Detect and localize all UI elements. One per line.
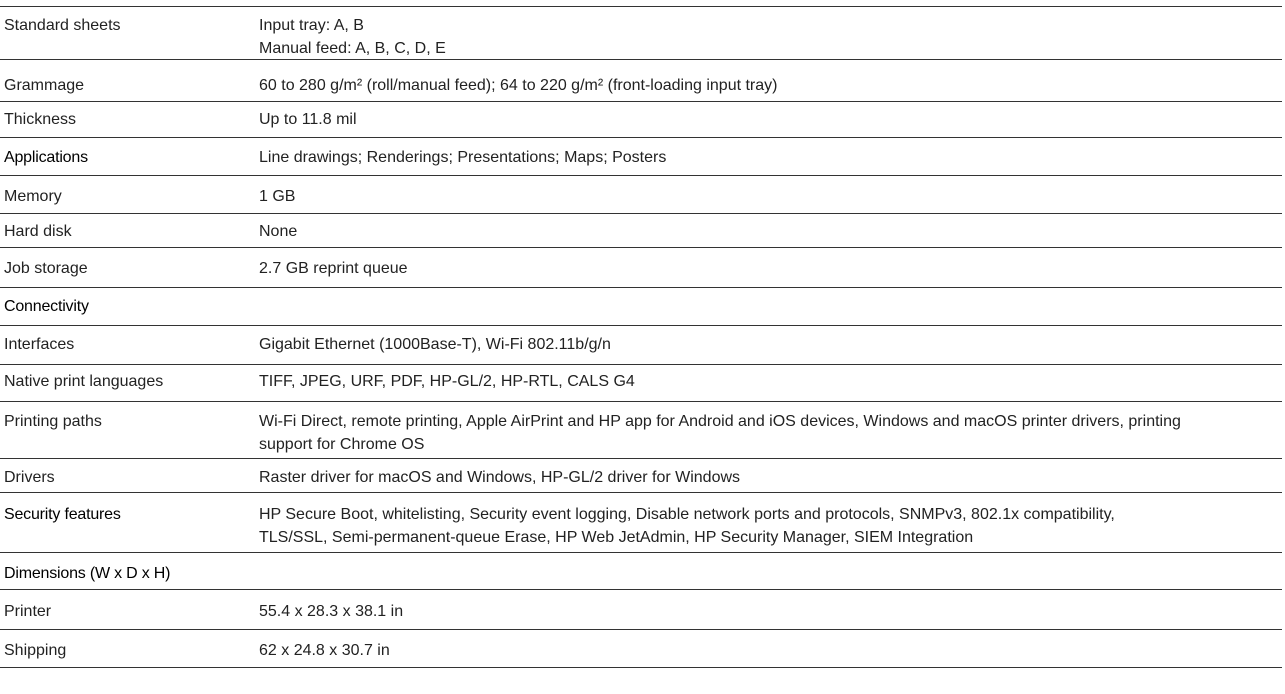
spec-label: Shipping [4,642,67,659]
spec-row-grammage [0,60,1282,102]
spec-value-line: 60 to 280 g/m² (roll/manual feed); 64 to 220 g/m² (front-loading input tray) [259,77,778,94]
spec-row-shipping [0,630,1282,668]
spec-row-native-print-languages [0,365,1282,402]
spec-value-line: TLS/SSL, Semi-permanent-queue Erase, HP Web JetAdmin, HP Security Manager, SIEM Integration [259,529,974,546]
spec-value [255,503,1282,549]
spec-label: Security features [4,506,121,523]
spec-label: Standard sheets [4,17,121,34]
spec-label: Job storage [4,260,88,277]
spec-row-hard-disk [0,214,1282,248]
spec-row-printing-paths [0,402,1282,459]
spec-row-printer [0,590,1282,630]
spec-value-line: 1 GB [259,188,296,205]
spec-section-connectivity [0,288,1282,326]
spec-label: Drivers [4,469,55,486]
spec-value-line: Raster driver for macOS and Windows, HP-GL/2 driver for Windows [259,469,741,486]
spec-row-applications [0,138,1282,176]
spec-value-line: 2.7 GB reprint queue [259,260,408,277]
spec-label: Applications [4,149,88,166]
spec-value-line: None [259,223,298,240]
spec-label: Interfaces [4,336,75,353]
section-heading: Dimensions (W x D x H) [4,565,171,582]
spec-section-dimensions [0,553,1282,590]
spec-value-line: Wi-Fi Direct, remote printing, Apple AirPrint and HP app for Android and iOS devices, Windows and macOS printer drivers, printing [259,413,1181,430]
spec-value [255,146,1282,169]
spec-value-line: Up to 11.8 mil [259,111,357,128]
spec-row-drivers [0,459,1282,493]
spec-row-standard-sheets [0,7,1282,60]
spec-row-memory [0,176,1282,214]
spec-value-line: Manual feed: A, B, C, D, E [259,40,446,57]
spec-value-line: 62 x 24.8 x 30.7 in [259,642,390,659]
spec-table [0,6,1282,668]
spec-row-interfaces [0,326,1282,365]
spec-value-line: 55.4 x 28.3 x 38.1 in [259,603,404,620]
spec-value [255,74,1282,97]
spec-value [255,333,1282,356]
spec-value [255,185,1282,208]
spec-value [255,220,1282,243]
spec-value-line: TIFF, JPEG, URF, PDF, HP-GL/2, HP-RTL, CALS G4 [259,373,635,390]
spec-value [255,108,1282,131]
spec-label: Memory [4,188,62,205]
spec-value [255,600,1282,623]
spec-value [255,14,1282,60]
section-heading: Connectivity [4,298,89,315]
spec-value-line: HP Secure Boot, whitelisting, Security event logging, Disable network ports and protocols, SNMPv3, 802.1x compatibility, [259,506,1115,523]
spec-row-security-features [0,493,1282,553]
spec-value [255,639,1282,662]
spec-label: Printer [4,603,52,620]
spec-row-thickness [0,102,1282,138]
spec-label: Printing paths [4,413,102,430]
spec-value [255,257,1282,280]
spec-value [255,466,1282,489]
spec-value [255,410,1282,456]
spec-value-line: Gigabit Ethernet (1000Base-T), Wi-Fi 802.11b/g/n [259,336,611,353]
spec-label: Hard disk [4,223,72,240]
spec-label: Thickness [4,111,77,128]
spec-value [255,370,1282,393]
spec-value-line: Input tray: A, B [259,17,364,34]
spec-value-line: support for Chrome OS [259,436,425,453]
spec-row-job-storage [0,248,1282,288]
spec-value-line: Line drawings; Renderings; Presentations; Maps; Posters [259,149,667,166]
spec-label: Native print languages [4,373,164,390]
spec-label: Grammage [4,77,85,94]
